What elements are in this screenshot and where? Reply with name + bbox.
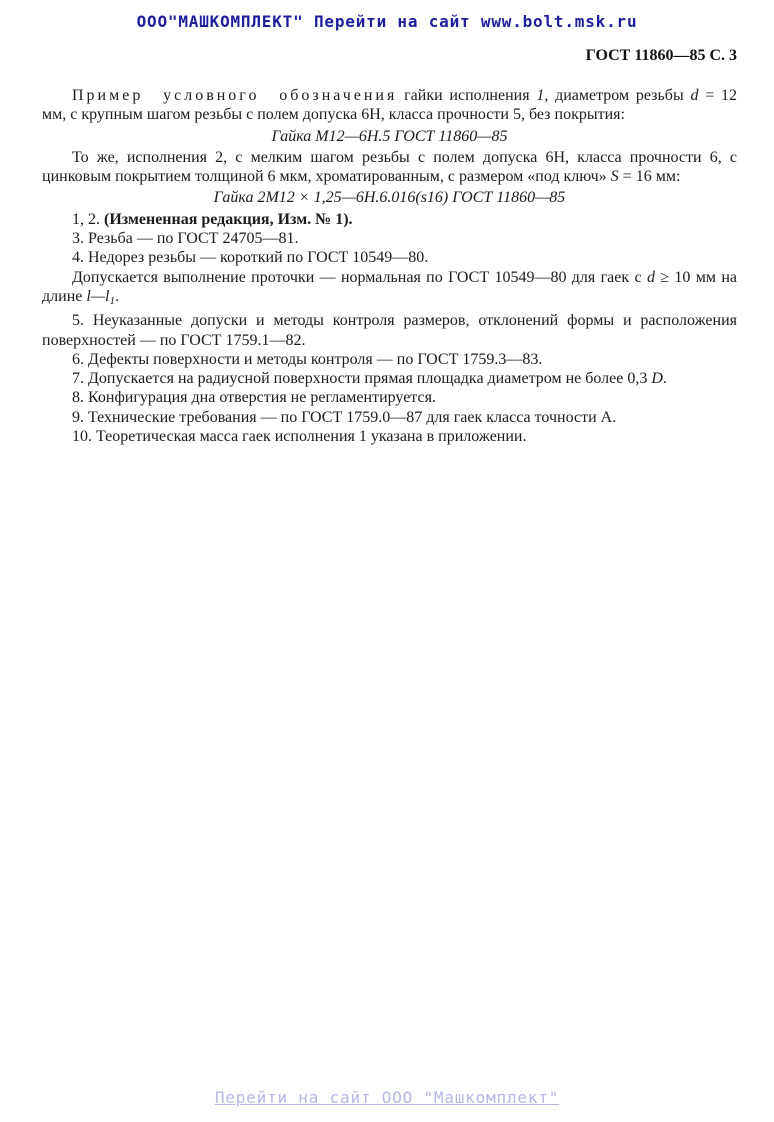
para-item-10 [42,427,737,446]
site-banner-link[interactable]: ООО"МАШКОМПЛЕКТ" Перейти на сайт www.bolt.msk.ru [136,12,638,31]
para-item-6 [42,350,737,369]
text-segment: 7. Допускается на радиусной поверхности прямая площадка диаметром не более 0,3 [72,370,652,388]
text-segment: d [646,268,655,286]
para-item-1-2 [42,210,737,229]
text-segment: l—l [86,287,110,305]
text-segment: ≥ 10 мм на длине [42,268,737,305]
text-segment: = 12 мм, с крупным шагом резьбы с полем допуска 6Н, класса прочности 5, без покрытия: [42,87,737,124]
text-segment: 10. Теоретическая масса гаек исполнения 1 указана в приложении. [72,428,527,446]
para-item-7 [42,369,737,388]
text-segment: 3. Резьба — по ГОСТ 24705—81. [72,230,299,248]
para-item-4 [42,248,737,267]
text-segment: 1 [109,294,115,307]
text-segment: 5. Неуказанные допуски и методы контроля размеров, отклонений формы и расположения поверхностей — по ГОСТ 1759.1—82. [42,312,737,349]
text-segment: . [114,287,119,305]
para-item-3 [42,229,737,248]
para-item-8 [42,388,737,407]
para-item-5 [42,311,737,350]
para-designation-line-1 [42,127,737,146]
text-segment: Допускается выполнение проточки — нормальная по ГОСТ 10549—80 для гаек с [72,268,647,286]
text-segment: , диаметром резьбы [544,87,691,104]
para-item-4-note [42,268,737,312]
text-segment: То же, исполнения 2, с мелким шагом резьбы с полем допуска 6Н, класса прочности 6, с цинковым покрытием толщиной 6 мкм, хроматированным, с размером «под ключ» [42,148,737,186]
para-item-9 [42,408,737,427]
text-segment: гайки исполнения [397,87,537,104]
text-segment: Гайка 2М12 × 1,25—6Н.6.016(s16) ГОСТ 11860—85 [213,189,566,207]
para-designation-line-2 [42,188,737,207]
gost-page-header: ГОСТ 11860—85 С. 3 [585,47,737,64]
text-segment: 1, 2. [72,210,104,228]
text-segment: Гайка М12—6Н.5 ГОСТ 11860—85 [271,127,508,145]
text-segment: D [651,370,663,388]
text-segment: 8. Конфигурация дна отверстия не регламентируется. [72,389,436,407]
text-segment: S [610,168,619,186]
text-segment: . [662,370,667,388]
text-segment: 9. Технические требования — по ГОСТ 1759.0—87 для гаек класса точности А. [72,408,617,426]
text-segment: (Измененная редакция, Изм. № 1). [104,210,353,228]
document-body [0,86,774,446]
text-segment: 4. Недорез резьбы — короткий по ГОСТ 10549—80. [72,249,429,267]
footer-site-link[interactable]: Перейти на сайт ООО "Машкомплект" [214,1088,560,1107]
text-segment: = 16 мм: [618,168,681,186]
footer [0,1088,774,1108]
text-segment: 1 [536,87,545,104]
text-segment: d [690,87,699,104]
text-segment: 6. Дефекты поверхности и методы контроля — по ГОСТ 1759.3—83. [72,350,543,368]
para-designation-example-1 [42,86,737,125]
para-designation-example-2 [42,148,737,187]
text-segment: Пример условного обозначения [72,87,398,104]
